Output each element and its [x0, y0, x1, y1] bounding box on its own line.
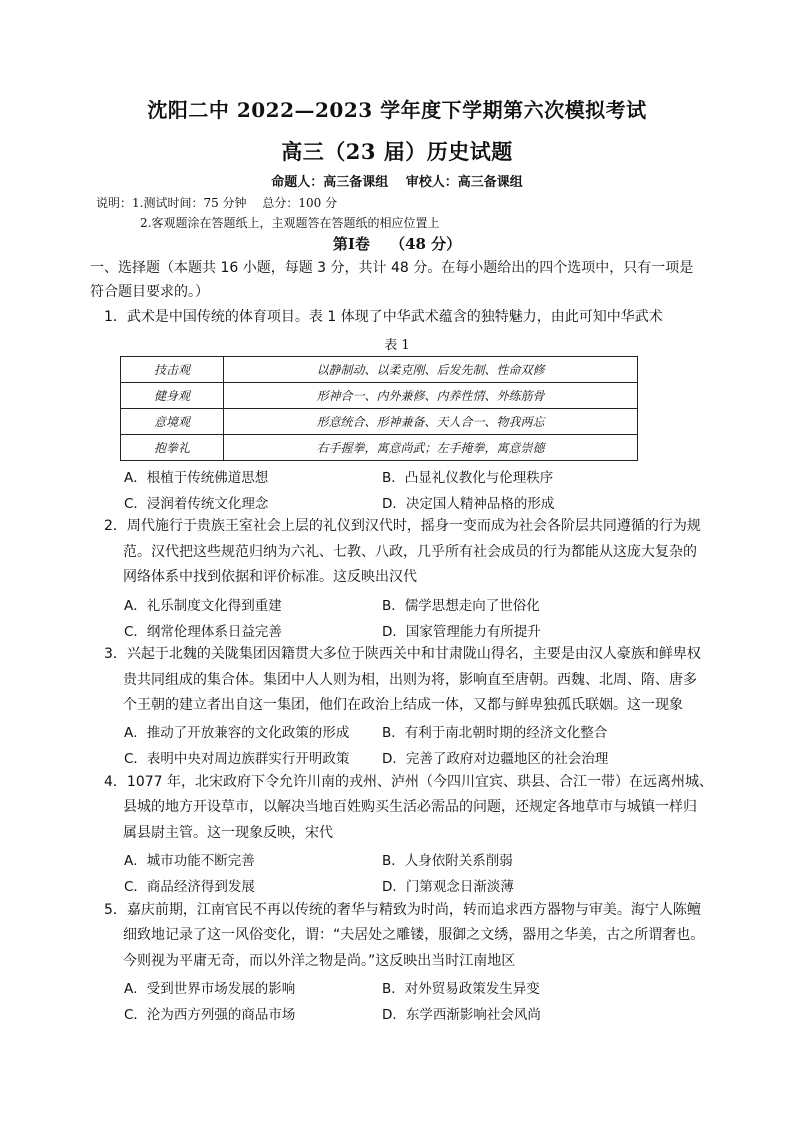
option-a: A．礼乐制度文化得到重建 [124, 598, 282, 614]
question-5-stem: 5．嘉庆前期，江南官民不再以传统的奢华与精致为时尚，转而追求西方器物与审美。海宁人陈鳣 [104, 902, 701, 918]
option-d: D．国家管理能力有所提升 [382, 624, 541, 640]
table-row [121, 435, 638, 461]
question-1-stem: 1．武术是中国传统的体育项目。表 1 体现了中华武术蕴含的独特魅力，由此可知中华武术 [104, 309, 663, 325]
question-2-stem: 网络体系中找到依据和评价标准。这反映出汉代 [123, 569, 417, 585]
option-c: C．沦为西方列强的商品市场 [124, 1007, 296, 1023]
note-line-2: 2.客观题涂在答题纸上，主观题答在答题纸的相应位置上 [140, 216, 440, 230]
authors-line: 命题人：高三备课组 审校人：高三备课组 [271, 175, 523, 190]
section-intro: 一、选择题（本题共 16 小题，每题 3 分，共计 48 分。在每小题给出的四个选项中，只有一项是 [90, 260, 694, 276]
question-4-stem: 4．1077 年，北宋政府下令允许川南的戎州、泸州（今四川宜宾、珙县、合江一带）在远离州城、 [104, 774, 713, 790]
question-3-stem: 3．兴起于北魏的关陇集团因籍贯大多位于陕西关中和甘肃陇山得名，主要是由汉人豪族和鲜卑权 [104, 646, 701, 662]
question-2-stem: 范。汉代把这些规范归纳为六礼、七教、八政，几乎所有社会成员的行为都能从这庞大复杂的 [123, 544, 697, 560]
option-a: A．推动了开放兼容的文化政策的形成 [124, 725, 350, 741]
table-cell: 形神合一、内外兼修、内养性情、外练筋骨 [224, 383, 638, 409]
option-d: D．决定国人精神品格的形成 [382, 496, 555, 512]
option-a: A．受到世界市场发展的影响 [124, 981, 296, 997]
question-5-stem: 细致地记录了这一风俗变化，谓：“夫居处之雕镂，服御之文绣，器用之华美，古之所谓奢也。 [123, 927, 705, 943]
option-d: D．门第观念日渐淡薄 [382, 879, 514, 895]
option-c: C．浸润着传统文化理念 [124, 496, 269, 512]
exam-title: 沈阳二中 2022—2023 学年度下学期第六次模拟考试 [147, 98, 647, 122]
question-5-stem: 今则视为平庸无奇，而以外洋之物是尚。”这反映出当时江南地区 [123, 953, 516, 969]
question-4-stem: 属县尉主管。这一现象反映，宋代 [123, 825, 333, 841]
table-cell: 右手握拳，寓意尚武；左手掩拳，寓意崇德 [224, 435, 638, 461]
question-3-stem: 个王朝的建立者出自这一集团，他们在政治上结成一体，又都与鲜卑独孤氏联姻。这一现象 [123, 697, 683, 713]
option-c: C．表明中央对周边族群实行开明政策 [124, 751, 350, 767]
option-a: A．城市功能不断完善 [124, 853, 255, 869]
table-cell: 形意统合、形神兼备、天人合一、物我两忘 [224, 409, 638, 435]
table-row [121, 383, 638, 409]
option-d: D．东学西渐影响社会风尚 [382, 1007, 541, 1023]
option-b: B．凸显礼仪教化与伦理秩序 [382, 470, 554, 486]
note-line-1: 说明：1.测试时间：75 分钟 总分：100 分 [96, 196, 338, 210]
question-3-stem: 贵共同组成的集合体。集团中人人则为相，出则为将，影响直至唐朝。西魏、北周、隋、唐多 [123, 672, 697, 688]
table-row [121, 409, 638, 435]
table-cell: 技击观 [121, 357, 224, 383]
exam-subtitle: 高三（23 届）历史试题 [281, 139, 513, 164]
table-caption: 表 1 [384, 338, 410, 353]
question-4-stem: 县城的地方开设草市，以解决当地百姓购买生活必需品的问题，还规定各地草市与城镇一样归 [123, 799, 697, 815]
option-b: B．有利于南北朝时期的经济文化整合 [382, 725, 608, 741]
table-cell: 抱拳礼 [121, 435, 224, 461]
option-b: B．人身依附关系削弱 [382, 853, 513, 869]
option-d: D．完善了政府对边疆地区的社会治理 [382, 751, 609, 767]
table-cell: 以静制动、以柔克刚、后发先制、性命双修 [224, 357, 638, 383]
question-2-stem: 2．周代施行于贵族王室社会上层的礼仪到汉代时，摇身一变而成为社会各阶层共同遵循的行为规 [104, 518, 701, 534]
table-cell: 意境观 [121, 409, 224, 435]
section-intro: 符合题目要求的。） [90, 284, 209, 300]
table-row [121, 357, 638, 383]
option-c: C．商品经济得到发展 [124, 879, 255, 895]
part-heading: 第Ⅰ卷 （48 分） [332, 235, 462, 253]
table-cell: 健身观 [121, 383, 224, 409]
option-a: A．根植于传统佛道思想 [124, 470, 269, 486]
martial-arts-table [120, 356, 638, 461]
option-b: B．儒学思想走向了世俗化 [382, 598, 540, 614]
option-c: C．纲常伦理体系日益完善 [124, 624, 282, 640]
option-b: B．对外贸易政策发生异变 [382, 981, 540, 997]
